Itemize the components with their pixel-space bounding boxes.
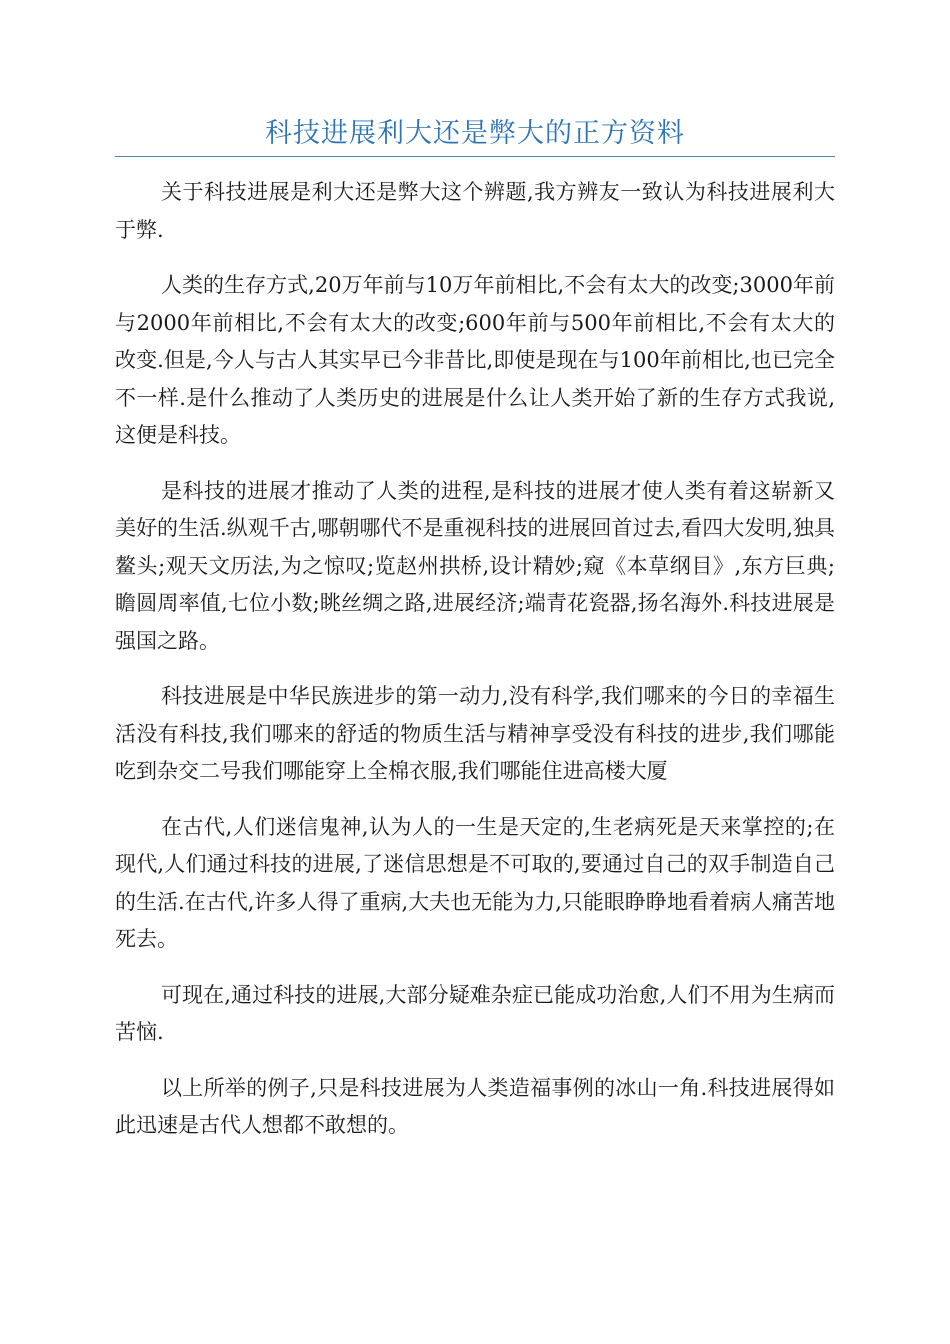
document-title: 科技进展利大还是弊大的正方资料 [265, 118, 685, 149]
paragraph-7: 以上所举的例子,只是科技进展为人类造福事例的冰山一角.科技进展得如此迅速是古代人想都不敢想的。 [115, 1075, 835, 1137]
paragraph-3: 是科技的进展才推动了人类的进程,是科技的进展才使人类有着这崭新又美好的生活.纵观千古,哪朝哪代不是重视科技的进展回首过去,看四大发明,独具鳌头;观天文历法,为之惊叹;览赵州拱桥,设计精妙;窥《本草纲目》,东方巨典;瞻圆周率值,七位小数;眺丝绸之路,进展经济;端青花瓷器,扬名海外.科技进展是强国之路。 [115, 478, 835, 653]
paragraph-6: 可现在,通过科技的进展,大部分疑难杂症已能成功治愈,人们不用为生病而苦恼. [115, 982, 835, 1044]
paragraph-5: 在古代,人们迷信鬼神,认为人的一生是天定的,生老病死是天来掌控的;在现代,人们通过科技的进展,了迷信思想是不可取的,要通过自己的双手制造自己的生活.在古代,许多人得了重病,大夫也无能为力,只能眼睁睁地看着病人痛苦地死去。 [115, 814, 835, 951]
title-block [115, 112, 835, 157]
paragraph-4: 科技进展是中华民族进步的第一动力,没有科学,我们哪来的今日的幸福生活没有科技,我们哪来的舒适的物质生活与精神享受没有科技的进步,我们哪能吃到杂交二号我们哪能穿上全棉衣服,我们哪能住进高楼大厦 [115, 684, 835, 783]
paragraph-2: 人类的生存方式,20万年前与10万年前相比,不会有太大的改变;3000年前与2000年前相比,不会有太大的改变;600年前与500年前相比,不会有太大的改变.但是,今人与古人其实早已今非昔比,即使是现在与100年前相比,也已完全不一样.是什么推动了人类历史的进展是什么让人类开始了新的生存方式我说,这便是科技。 [115, 273, 835, 447]
paragraph-1: 关于科技进展是利大还是弊大这个辨题,我方辨友一致认为科技进展利大于弊. [115, 180, 835, 242]
document-body [115, 174, 835, 1163]
